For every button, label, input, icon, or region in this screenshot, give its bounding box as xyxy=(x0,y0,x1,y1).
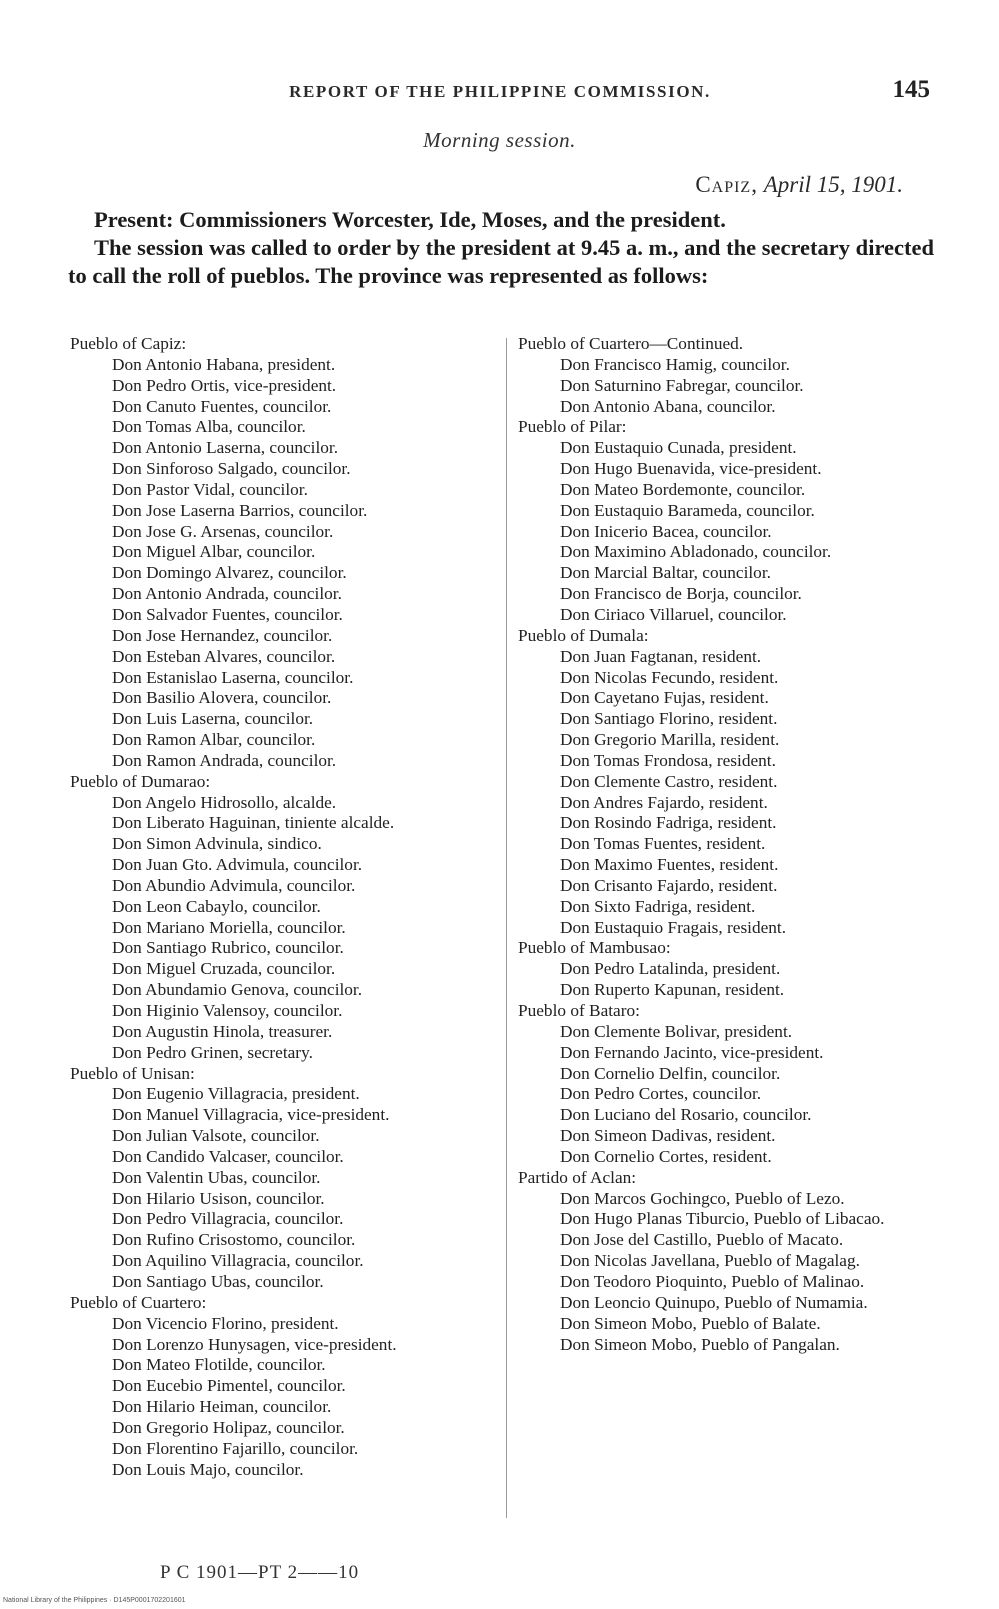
roll-entry: Don Leoncio Quinupo, Pueblo of Numamia. xyxy=(560,1292,868,1312)
roll-entry: Don Mateo Flotilde, councilor. xyxy=(112,1355,326,1375)
column-divider xyxy=(506,338,507,1518)
roll-entry: Don Angelo Hidrosollo, alcalde. xyxy=(112,792,337,812)
place-date xyxy=(695,172,903,198)
roll-entry: Don Ramon Albar, councilor. xyxy=(112,730,316,750)
roll-entry: Don Teodoro Pioquinto, Pueblo of Malinao. xyxy=(560,1271,865,1291)
roll-entry: Don Pastor Vidal, councilor. xyxy=(112,479,308,499)
roll-entry: Don Pedro Villagracia, councilor. xyxy=(112,1209,344,1229)
roll-entry: Don Cornelio Delfin, councilor. xyxy=(560,1063,781,1083)
pueblo-heading: Pueblo of Dumala: xyxy=(518,625,649,645)
roll-entry: Don Candido Valcaser, councilor. xyxy=(112,1146,344,1166)
roll-entry: Don Eugenio Villagracia, president. xyxy=(112,1084,360,1104)
roll-entry: Don Juan Gto. Advimula, councilor. xyxy=(112,855,363,875)
roll-entry: Don Ruperto Kapunan, resident. xyxy=(560,980,785,1000)
roll-entry: Don Jose Laserna Barrios, councilor. xyxy=(112,500,368,520)
roll-entry: Don Aquilino Villagracia, councilor. xyxy=(112,1251,364,1271)
roll-left-column xyxy=(70,334,495,1480)
roll-entry: Don Hugo Planas Tiburcio, Pueblo of Libacao. xyxy=(560,1209,885,1229)
page-header xyxy=(60,76,940,110)
roll-entry: Don Simeon Mobo, Pueblo of Balate. xyxy=(560,1313,821,1333)
roll-entry: Don Pedro Ortis, vice-president. xyxy=(112,375,337,395)
roll-entry: Don Mateo Bordemonte, councilor. xyxy=(560,479,806,499)
roll-entry: Don Estanislao Laserna, councilor. xyxy=(112,667,354,687)
roll-entry: Don Crisanto Fajardo, resident. xyxy=(560,875,778,895)
roll-entry: Don Antonio Abana, councilor. xyxy=(560,396,776,416)
intro-session-call: The session was called to order by the president at 9.45 a. m., and the secretary directed to call the roll of pueblos. The province was represented as follows: xyxy=(68,235,934,288)
roll-entry: Don Julian Valsote, councilor. xyxy=(112,1126,320,1146)
roll-entry: Don Tomas Frondosa, resident. xyxy=(560,750,776,770)
pueblo-heading: Pueblo of Bataro: xyxy=(518,1001,640,1020)
roll-entry: Don Vicencio Florino, president. xyxy=(112,1313,339,1333)
roll-entry: Don Simeon Mobo, Pueblo of Pangalan. xyxy=(560,1334,840,1354)
roll-entry: Don Tomas Alba, councilor. xyxy=(112,417,306,437)
roll-entry: Don Ciriaco Villaruel, councilor. xyxy=(560,604,787,624)
roll-entry: Don Florentino Fajarillo, councilor. xyxy=(112,1438,359,1458)
roll-entry: Don Manuel Villagracia, vice-president. xyxy=(112,1105,390,1125)
intro-present: Present: Commissioners Worcester, Ide, Moses, and the president. xyxy=(94,207,726,232)
roll-entry: Don Esteban Alvares, councilor. xyxy=(112,646,336,666)
intro-paragraphs xyxy=(68,206,934,290)
roll-entry: Don Santiago Rubrico, councilor. xyxy=(112,938,344,958)
roll-entry: Don Clemente Castro, resident. xyxy=(560,771,778,791)
roll-entry: Don Augustin Hinola, treasurer. xyxy=(112,1021,333,1041)
roll-entry: Don Louis Majo, councilor. xyxy=(112,1459,304,1479)
roll-entry: Don Abundio Advimula, councilor. xyxy=(112,875,356,895)
roll-entry: Don Jose G. Arsenas, councilor. xyxy=(112,521,334,541)
roll-entry: Don Gregorio Marilla, resident. xyxy=(560,730,780,750)
roll-entry: Don Miguel Albar, councilor. xyxy=(112,542,316,562)
pueblo-heading: Pueblo of Dumarao: xyxy=(70,771,211,791)
session-title: Morning session. xyxy=(423,128,576,152)
roll-entry: Don Francisco de Borja, councilor. xyxy=(560,584,802,604)
signature-mark: P C 1901—PT 2——10 xyxy=(160,1562,360,1583)
roll-entry: Don Pedro Cortes, councilor. xyxy=(560,1084,762,1104)
roll-entry: Don Nicolas Fecundo, resident. xyxy=(560,667,779,687)
roll-entry: Don Lorenzo Hunysagen, vice-president. xyxy=(112,1334,397,1354)
roll-entry: Don Maximo Fuentes, resident. xyxy=(560,855,779,875)
roll-entry: Don Luciano del Rosario, councilor. xyxy=(560,1105,812,1125)
roll-entry: Don Francisco Hamig, councilor. xyxy=(560,354,790,374)
roll-entry: Don Luis Laserna, councilor. xyxy=(112,709,314,729)
roll-entry: Don Cornelio Cortes, resident. xyxy=(560,1146,772,1166)
roll-entry: Don Higinio Valensoy, councilor. xyxy=(112,1001,343,1020)
roll-entry: Don Hilario Heiman, councilor. xyxy=(112,1397,332,1417)
roll-entry: Don Hugo Buenavida, vice-president. xyxy=(560,459,822,479)
roll-entry: Don Ramon Andrada, councilor. xyxy=(112,750,337,770)
roll-entry: Don Eustaquio Cunada, president. xyxy=(560,438,797,458)
page-number: 145 xyxy=(892,76,930,103)
roll-entry: Don Eustaquio Barameda, councilor. xyxy=(560,500,815,520)
roll-entry: Don Maximino Abladonado, councilor. xyxy=(560,542,832,562)
roll-entry: Don Eustaquio Fragais, resident. xyxy=(560,917,787,937)
roll-entry: Don Simeon Dadivas, resident. xyxy=(560,1126,776,1146)
roll-entry: Don Eucebio Pimentel, councilor. xyxy=(112,1376,346,1396)
roll-entry: Don Pedro Latalinda, president. xyxy=(560,959,781,979)
roll-entry: Don Liberato Haguinan, tiniente alcalde. xyxy=(112,813,395,833)
place-name: Capiz, xyxy=(695,172,758,197)
roll-entry: Don Jose Hernandez, councilor. xyxy=(112,625,333,645)
roll-entry: Don Hilario Usison, councilor. xyxy=(112,1188,325,1208)
roll-entry: Don Gregorio Holipaz, councilor. xyxy=(112,1417,345,1437)
pueblo-heading: Pueblo of Cuartero: xyxy=(70,1292,207,1312)
roll-entry: Don Marcos Gochingco, Pueblo of Lezo. xyxy=(560,1188,845,1208)
roll-entry: Don Sixto Fadriga, resident. xyxy=(560,896,756,916)
roll-entry: Don Sinforoso Salgado, councilor. xyxy=(112,459,351,479)
scan-note: National Library of the Philippines · D145P0001702201601 xyxy=(3,1597,186,1604)
roll-entry: Don Juan Fagtanan, resident. xyxy=(560,646,762,666)
roll-entry: Don Salvador Fuentes, councilor. xyxy=(112,604,343,624)
pueblo-heading: Pueblo of Cuartero—Continued. xyxy=(518,334,744,353)
roll-entry: Don Clemente Bolivar, president. xyxy=(560,1021,793,1041)
roll-entry: Don Domingo Alvarez, councilor. xyxy=(112,563,347,583)
roll-right-column xyxy=(518,334,938,1355)
roll-entry: Don Canuto Fuentes, councilor. xyxy=(112,396,332,416)
pueblo-heading: Pueblo of Capiz: xyxy=(70,334,187,353)
roll-entry: Don Saturnino Fabregar, councilor. xyxy=(560,375,804,395)
session-date: April 15, 1901. xyxy=(763,172,903,197)
roll-entry: Don Antonio Habana, president. xyxy=(112,354,336,374)
roll-entry: Don Antonio Laserna, councilor. xyxy=(112,438,339,458)
roll-entry: Don Santiago Florino, resident. xyxy=(560,709,778,729)
roll-entry: Don Jose del Castillo, Pueblo of Macato. xyxy=(560,1230,844,1250)
roll-entry: Don Fernando Jacinto, vice-president. xyxy=(560,1042,824,1062)
pueblo-heading: Partido of Aclan: xyxy=(518,1167,637,1187)
roll-entry: Don Abundamio Genova, councilor. xyxy=(112,980,363,1000)
roll-entry: Don Pedro Grinen, secretary. xyxy=(112,1042,313,1062)
roll-entry: Don Basilio Alovera, councilor. xyxy=(112,688,332,708)
roll-entry: Don Andres Fajardo, resident. xyxy=(560,792,768,812)
roll-entry: Don Miguel Cruzada, councilor. xyxy=(112,959,336,979)
roll-entry: Don Nicolas Javellana, Pueblo of Magalag. xyxy=(560,1251,860,1271)
roll-entry: Don Rosindo Fadriga, resident. xyxy=(560,813,777,833)
roll-entry: Don Mariano Moriella, councilor. xyxy=(112,917,346,937)
roll-entry: Don Leon Cabaylo, councilor. xyxy=(112,896,321,916)
roll-entry: Don Inicerio Bacea, councilor. xyxy=(560,521,772,541)
roll-entry: Don Cayetano Fujas, resident. xyxy=(560,688,769,708)
running-head: REPORT OF THE PHILIPPINE COMMISSION. xyxy=(289,82,711,101)
pueblo-heading: Pueblo of Mambusao: xyxy=(518,938,671,958)
roll-entry: Don Tomas Fuentes, resident. xyxy=(560,834,766,854)
roll-entry: Don Santiago Ubas, councilor. xyxy=(112,1271,324,1291)
roll-entry: Don Valentin Ubas, councilor. xyxy=(112,1167,321,1187)
roll-entry: Don Rufino Crisostomo, councilor. xyxy=(112,1230,356,1250)
pueblo-heading: Pueblo of Unisan: xyxy=(70,1063,195,1083)
roll-entry: Don Marcial Baltar, councilor. xyxy=(560,563,771,583)
roll-entry: Don Antonio Andrada, councilor. xyxy=(112,584,342,604)
pueblo-heading: Pueblo of Pilar: xyxy=(518,417,627,437)
roll-entry: Don Simon Advinula, sindico. xyxy=(112,834,322,854)
